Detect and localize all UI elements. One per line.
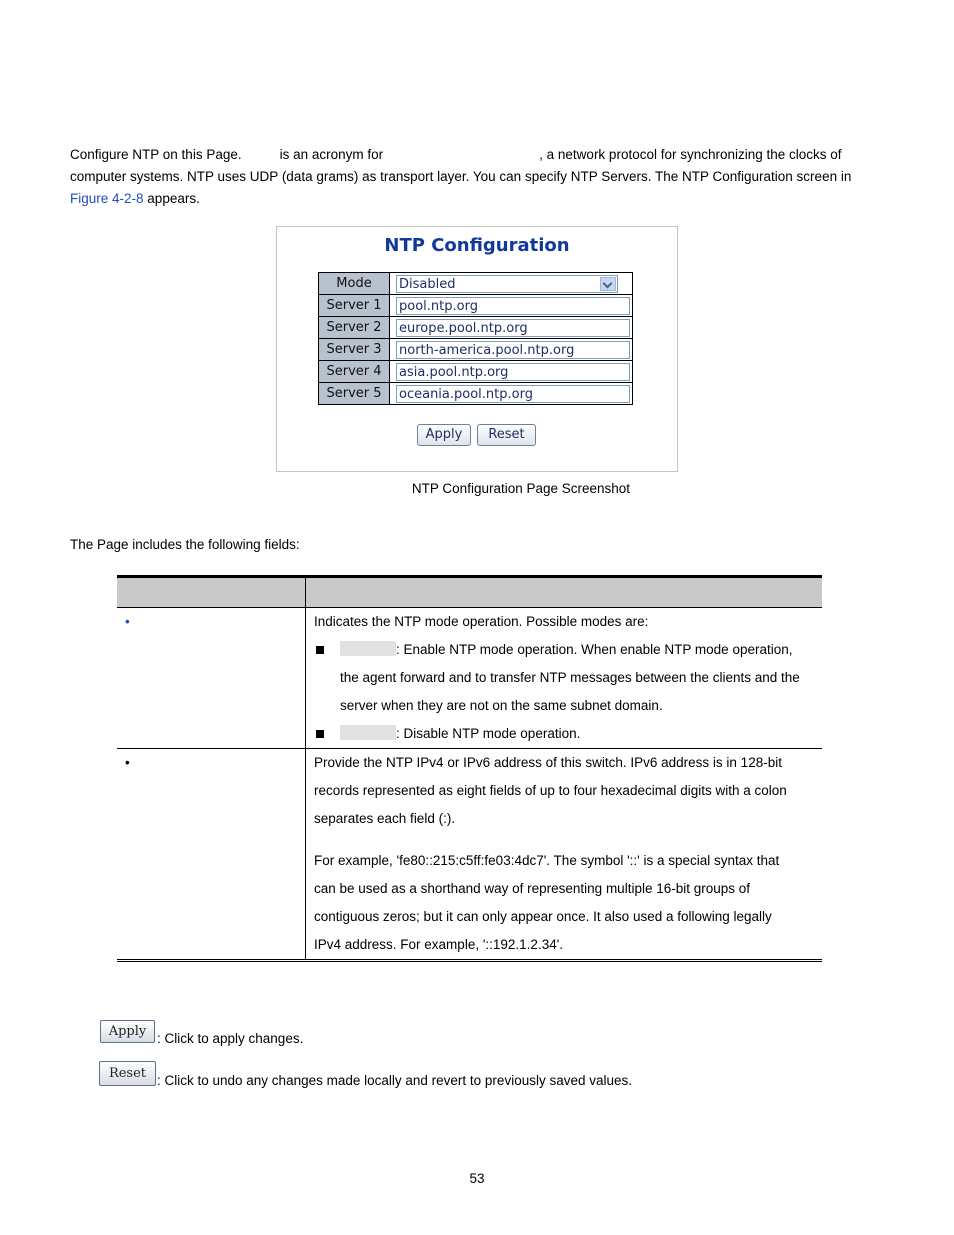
mode-label: Mode [319, 273, 390, 295]
reset-legend-text: : Click to undo any changes made locally and revert to previously saved values. [157, 1073, 633, 1088]
bullet-icon: • [125, 614, 130, 629]
server-row [319, 383, 632, 404]
figure-caption: NTP Configuration Page Screenshot [411, 481, 631, 496]
highlight-mark [340, 725, 396, 740]
ntp-config-table [318, 272, 633, 405]
figure-link[interactable]: Figure 4-2-8 [70, 191, 144, 206]
field-description-table [117, 575, 822, 962]
header-cell-object [117, 577, 306, 608]
highlight-mark [340, 641, 396, 656]
table-header-row [117, 577, 822, 608]
list-item: : Enable NTP mode operation. When enable NTP mode operation, [314, 636, 822, 664]
chevron-down-icon[interactable] [600, 277, 616, 291]
fields-intro: The Page includes the following fields: [70, 537, 300, 552]
table-row: • Provide the NTP IPv4 or IPv6 address of this switch. IPv6 address is in 128-bit records represented as eight fields of up to four hexadecimal digits with a colon separates each field (:). For example, 'fe80::215:c5ff:fe03:4dc7'. The symbol '::' is a special syntax that can be used as a shorthand way of representing multiple 16-bit groups of contiguous zeros; but it can only appear once. It also used a following legally IPv4 address. For example, '::192.1.2.34'. [117, 749, 822, 961]
server-row [319, 295, 632, 317]
server-label: Server 5 [319, 383, 390, 404]
server-label: Server 3 [319, 339, 390, 361]
intro-line-2: computer systems. NTP uses UDP (data grams) as transport layer. You can specify NTP Servers. The NTP Configuration screen in [70, 169, 852, 184]
apply-button[interactable]: Apply [417, 424, 471, 446]
server-row [319, 339, 632, 361]
server-4-input[interactable]: asia.pool.ntp.org [396, 363, 630, 381]
server-row [319, 361, 632, 383]
server-5-input[interactable]: oceania.pool.ntp.org [396, 385, 630, 403]
apply-button-legend[interactable]: Apply [100, 1020, 155, 1043]
mode-select[interactable] [396, 275, 618, 293]
table-row: • Indicates the NTP mode operation. Possible modes are: : Enable NTP mode operation. When enable NTP mode operation, the agent forward and to transfer NTP messages between the clients and the server when they are not on the same subnet domain. : Disable NTP mode operation. [117, 608, 822, 749]
server-label: Server 1 [319, 295, 390, 317]
server-3-input[interactable]: north-america.pool.ntp.org [396, 341, 630, 359]
server-label: Server 4 [319, 361, 390, 383]
header-cell-description [306, 577, 823, 608]
square-bullet-icon [316, 646, 324, 654]
server-label: Server 2 [319, 317, 390, 339]
mode-description: Indicates the NTP mode operation. Possible modes are: [314, 614, 649, 629]
intro-paragraph [70, 144, 890, 210]
mode-row [319, 273, 632, 295]
ntp-config-title: NTP Configuration [384, 235, 570, 256]
reset-button[interactable]: Reset [477, 424, 536, 446]
reset-button-legend[interactable]: Reset [99, 1061, 156, 1086]
mode-select-value: Disabled [399, 276, 456, 292]
apply-legend-text: : Click to apply changes. [157, 1031, 304, 1046]
list-item: : Disable NTP mode operation. [314, 720, 822, 748]
page-number: 53 [469, 1171, 485, 1186]
intro-line-1: Configure NTP on this Page. is an acronym for , a network protocol for synchronizing the clocks of [70, 147, 842, 162]
square-bullet-icon [316, 730, 324, 738]
server-2-input[interactable]: europe.pool.ntp.org [396, 319, 630, 337]
bullet-icon: • [125, 755, 130, 770]
server-1-input[interactable]: pool.ntp.org [396, 297, 630, 315]
intro-line-3: Figure 4-2-8 appears. [70, 191, 200, 206]
server-row [319, 317, 632, 339]
ntp-config-screenshot [276, 226, 678, 472]
